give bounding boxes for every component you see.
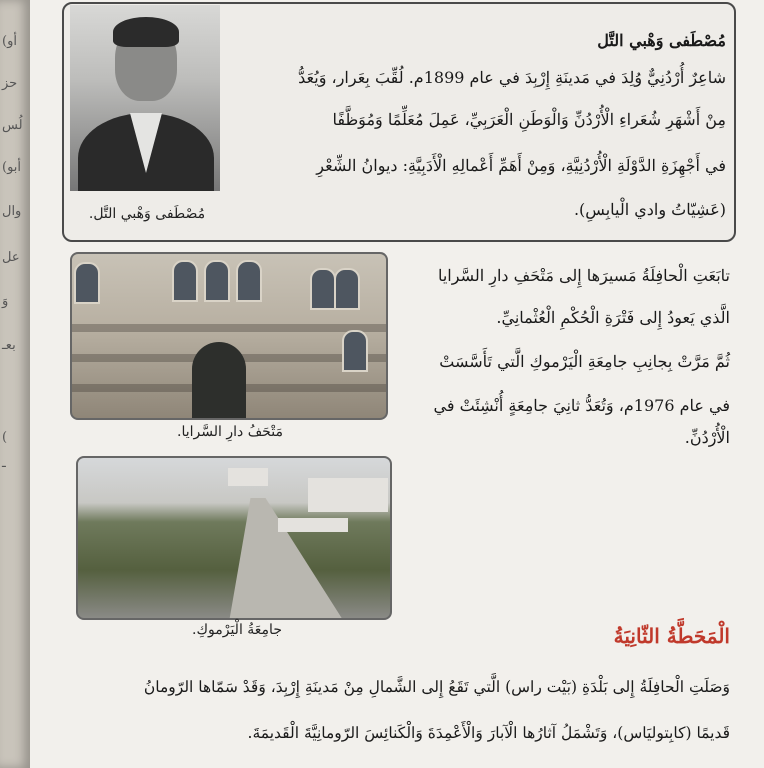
yarmouk-university-photo	[76, 456, 392, 620]
prev-page-text: بعـ	[2, 338, 16, 353]
biography-title: مُصْطَفى وَهْبي التَّل	[597, 31, 726, 50]
museum-photo	[70, 252, 388, 420]
museum-text-line: الْأُرْدُنِّ.	[684, 428, 730, 447]
museum-text-line: الَّذي يَعودُ إِلى فَتْرَةِ الْحُكْمِ الْعُثْمانِيِّ.	[496, 308, 730, 327]
biography-line: (عَشِيّاتُ وادي الْيابِسِ).	[573, 200, 726, 219]
prev-page-text: عل	[2, 250, 20, 265]
biography-line: شاعِرٌ أُرْدُنِيٌّ وُلِدَ في مَدينَةِ إِرْبِدَ في عام 1899م. لُقِّبَ بِعَرار، وَيُعَدُّ	[298, 68, 726, 87]
station-text-line: قَديمًا (كابِتوليَاس)، وَتَشْمَلُ آثارُها الْآبارَ وَالْأَعْمِدَةَ وَالْكَنائِسَ الرّومانِيَّةَ الْقَديمَةَ.	[247, 724, 730, 742]
museum-text-line: في عام 1976م، وَتُعَدُّ ثانِيَ جامِعَةٍ أُنْشِئَتْ في	[433, 396, 730, 415]
previous-page-edge	[0, 0, 30, 768]
portrait-photo	[70, 5, 220, 191]
prev-page-text: (	[2, 430, 8, 445]
museum-text-line: ثُمَّ مَرَّتْ بِجانِبِ جامِعَةِ الْيَرْموكِ الَّتي تَأَسَّسَتْ	[439, 352, 730, 371]
biography-line: مِنْ أَشْهَرِ شُعَراءِ الْأُرْدُنِّ وَالْوَطَنِ الْعَرَبِيِّ، عَمِلَ مُعَلِّمًا وَمُوَظَّفًا	[332, 110, 726, 129]
station-text-line: وَصَلَتِ الْحافِلَةُ إِلى بَلْدَةِ (بَيْت راس) الَّتي تَقَعُ إِلى الشَّمالِ مِنْ مَدينَةِ إِرْبِدَ، وَقَدْ سَمّاها الرّومانُ	[143, 678, 730, 696]
prev-page-text: (أبو	[2, 160, 22, 175]
prev-page-text: ـ	[2, 456, 6, 471]
prev-page-text: (أو	[2, 34, 17, 49]
prev-page-text: وَ	[2, 294, 9, 309]
prev-page-text: وال	[2, 204, 22, 219]
portrait-caption: مُصْطَفى وَهْبي التَّل.	[88, 206, 206, 222]
museum-text-line: تابَعَتِ الْحافِلَةُ مَسيرَها إِلى مَتْحَفِ دارِ السَّرايا	[437, 266, 730, 285]
museum-caption: مَتْحَفُ دارِ السَّرايا.	[177, 424, 283, 440]
section-title: الْمَحَطَّةُ الثّانِيَةُ	[613, 624, 730, 648]
yarmouk-caption: جامِعَةُ الْيَرْموكِ.	[192, 622, 282, 638]
prev-page-text: حز	[2, 76, 18, 91]
biography-line: في أَجْهِزَةِ الدَّوْلَةِ الْأُرْدُنِيَّةِ، وَمِنْ أَهَمِّ أَعْمالِهِ الْأَدَبِيَّةِ: ديوانُ الشِّعْرِ	[316, 156, 726, 175]
prev-page-text: لُس	[2, 118, 23, 133]
